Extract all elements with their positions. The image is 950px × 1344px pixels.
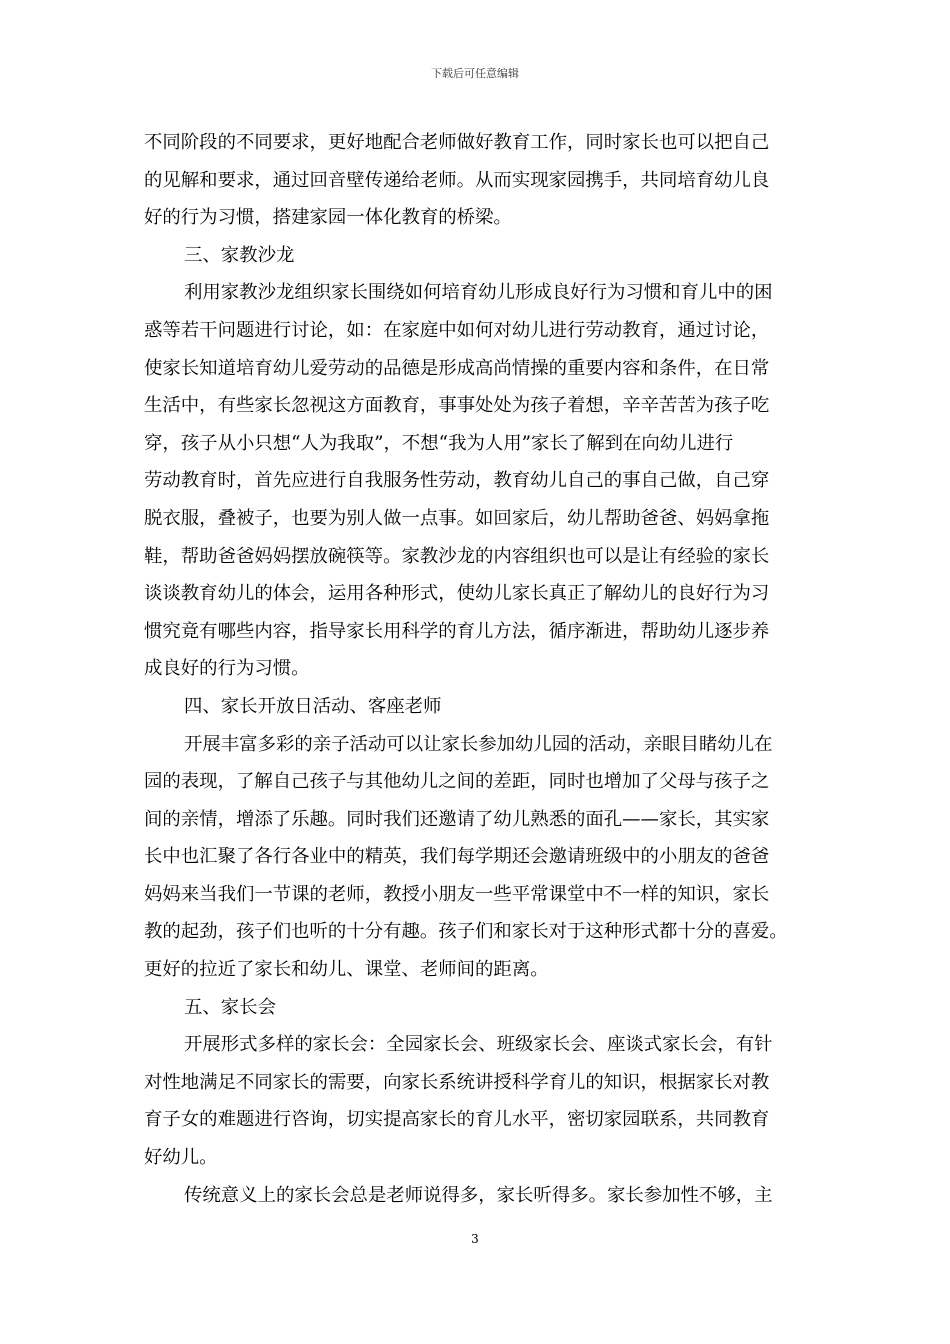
text-line: 利用家教沙龙组织家长围绕如何培育幼儿形成良好行为习惯和育儿中的困	[184, 282, 773, 304]
text-line: 劳动教育时，首先应进行自我服务性劳动，教育幼儿自己的事自己做，自己穿	[144, 470, 770, 492]
text-line: 开展形式多样的家长会：全园家长会、班级家长会、座谈式家长会，有针	[184, 1034, 773, 1056]
text-line: 教的起劲，孩子们也听的十分有趣。孩子们和家长对于这种形式都十分的喜爱。	[144, 921, 788, 943]
text-line: 园的表现，了解自己孩子与其他幼儿之间的差距，同时也增加了父母与孩子之	[144, 771, 770, 793]
text-line: 谈谈教育幼儿的体会，运用各种形式，使幼儿家长真正了解幼儿的良好行为习	[144, 583, 770, 605]
text-line: 生活中，有些家长忽视这方面教育，事事处处为孩子着想，辛辛苦苦为孩子吃	[144, 395, 770, 417]
document-body	[144, 124, 812, 1214]
text-line: 对性地满足不同家长的需要，向家长系统讲授科学育儿的知识，根据家长对教	[144, 1071, 770, 1093]
page-header: 下载后可任意编辑	[431, 67, 519, 80]
section-heading: 四、家长开放日活动、客座老师	[184, 695, 442, 717]
text-line: 开展丰富多彩的亲子活动可以让家长参加幼儿园的活动，亲眼目睹幼儿在	[184, 733, 773, 755]
text-line: 不同阶段的不同要求，更好地配合老师做好教育工作，同时家长也可以把自己	[144, 132, 770, 153]
text-line: 更好的拉近了家长和幼儿、课堂、老师间的距离。	[144, 959, 549, 981]
text-line: 脱衣服，叠被子，也要为别人做一点事。如回家后，幼儿帮助爸爸、妈妈拿拖	[144, 507, 770, 529]
text-line: 长中也汇聚了各行各业中的精英，我们每学期还会邀请班级中的小朋友的爸爸	[144, 846, 770, 868]
text-line: 好的行为习惯，搭建家园一体化教育的桥梁。	[144, 207, 512, 229]
text-line: 好幼儿。	[144, 1147, 218, 1169]
text-line: 穿，孩子从小只想“人为我取”，不想“我为人用”家长了解到在向幼儿进行	[144, 432, 734, 454]
text-line: 的见解和要求，通过回音壁传递给老师。从而实现家园携手，共同培育幼儿良	[144, 169, 770, 191]
text-line: 惑等若干问题进行讨论，如：在家庭中如何对幼儿进行劳动教育，通过讨论，	[144, 319, 770, 341]
text-line: 成良好的行为习惯。	[144, 658, 310, 680]
text-line: 妈妈来当我们一节课的老师，教授小朋友一些平常课堂中不一样的知识，家长	[144, 883, 770, 905]
text-line: 间的亲情，增添了乐趣。同时我们还邀请了幼儿熟悉的面孔——家长，其实家	[144, 808, 770, 830]
section-heading: 五、家长会	[184, 996, 276, 1018]
text-line: 惯究竟有哪些内容，指导家长用科学的育儿方法，循序渐进，帮助幼儿逐步养	[144, 620, 770, 642]
text-line: 育子女的难题进行咨询，切实提高家长的育儿水平，密切家园联系，共同教育	[144, 1109, 770, 1131]
text-line: 使家长知道培育幼儿爱劳动的品德是形成高尚情操的重要内容和条件，在日常	[144, 357, 770, 379]
section-heading: 三、家教沙龙	[184, 244, 295, 266]
page-number: 3	[471, 1232, 479, 1246]
text-line: 传统意义上的家长会总是老师说得多，家长听得多。家长参加性不够，主	[184, 1184, 773, 1206]
text-line: 鞋，帮助爸爸妈妈摆放碗筷等。家教沙龙的内容组织也可以是让有经验的家长	[144, 545, 770, 567]
